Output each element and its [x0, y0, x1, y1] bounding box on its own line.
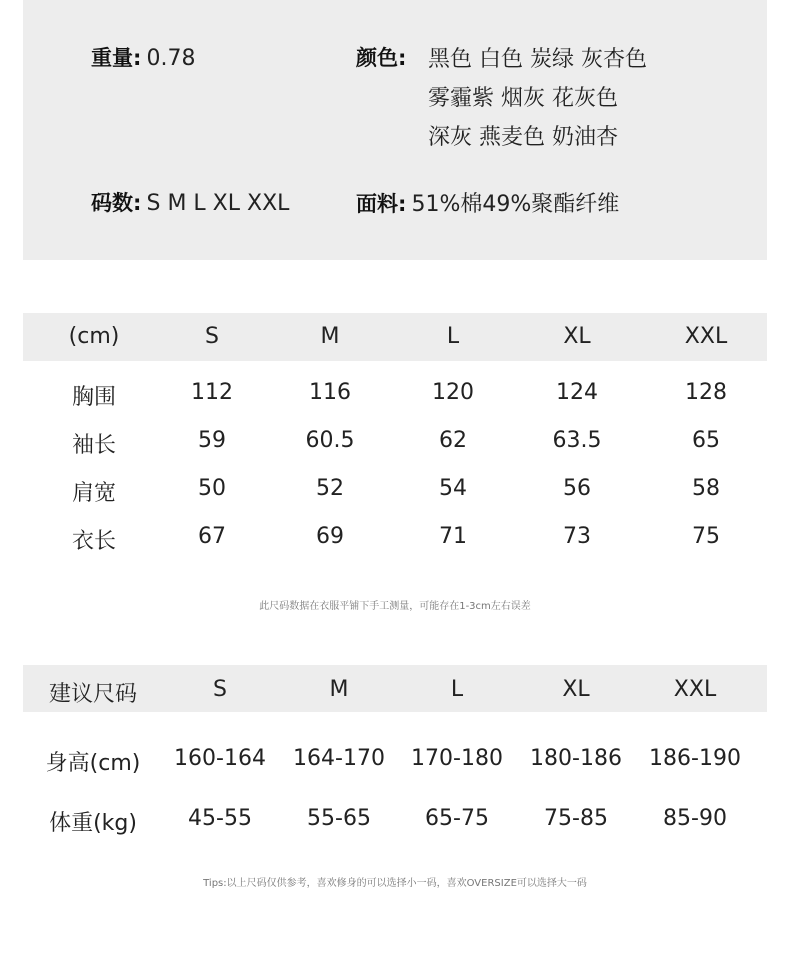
colors-line-3: 深灰 燕麦色 奶油杏 [428, 125, 618, 150]
fabric-label: 面料: [356, 192, 407, 216]
measure-row-cell: 120 [432, 380, 474, 405]
measure-row-cell: 胸围 [71, 385, 117, 410]
size-label: 码数: [91, 191, 142, 215]
weight-row [91, 42, 195, 72]
measure-row-cell: 67 [198, 524, 226, 549]
measure-row-cell: 73 [563, 524, 591, 549]
measure-row-cell: 128 [685, 380, 727, 405]
measure-row-cell: 肩宽 [71, 481, 117, 506]
suggest-header-cell: XL [562, 677, 590, 702]
suggest-row-cell: 55-65 [307, 806, 371, 831]
colors-line-2: 雾霾紫 烟灰 花灰色 [428, 86, 618, 111]
suggest-row-cell: 45-55 [188, 806, 252, 831]
suggest-row-cell: 65-75 [425, 806, 489, 831]
suggest-header-cell: M [329, 677, 349, 702]
product-info-panel [23, 0, 767, 260]
size-row [91, 187, 289, 217]
measure-row-cell: 袖长 [71, 433, 117, 458]
suggest-header-cell: XXL [673, 677, 717, 702]
measure-row-cell: 59 [198, 428, 226, 453]
measure-row-cell: 75 [692, 524, 720, 549]
suggest-row-cell: 164-170 [293, 746, 385, 771]
measure-row-cell: 58 [692, 476, 720, 501]
measure-row-cell: 124 [556, 380, 598, 405]
suggest-row-cell: 身高(cm) [45, 751, 141, 776]
suggest-row-cell: 85-90 [663, 806, 727, 831]
suggest-note: Tips:以上尺码仅供参考，喜欢修身的可以选择小一码，喜欢OVERSIZE可以选择大一码 [203, 878, 587, 889]
size-value: S M L XL XXL [146, 191, 290, 216]
suggest-row-cell: 75-85 [544, 806, 608, 831]
measure-row-cell: 52 [316, 476, 344, 501]
measure-row-cell: 112 [191, 380, 233, 405]
weight-value: 0.78 [146, 46, 196, 71]
suggest-row-cell: 体重(kg) [49, 811, 137, 836]
suggest-row-cell: 186-190 [649, 746, 741, 771]
measure-table-header-bg [23, 313, 767, 361]
color-label-wrap [356, 42, 406, 72]
measure-row-cell: 50 [198, 476, 226, 501]
fabric-value: 51%棉49%聚酯纤维 [411, 192, 620, 217]
measure-note: 此尺码数据在衣服平铺下手工测量，可能存在1-3cm左右误差 [259, 601, 531, 612]
suggest-row-cell: 160-164 [174, 746, 266, 771]
measure-row-cell: 65 [692, 428, 720, 453]
measure-header-cell: L [446, 324, 460, 349]
weight-label: 重量: [91, 46, 142, 70]
measure-row-cell: 60.5 [305, 428, 355, 453]
measure-row-cell: 63.5 [552, 428, 602, 453]
suggest-row-cell: 170-180 [411, 746, 503, 771]
measure-row-cell: 54 [439, 476, 467, 501]
suggest-row-cell: 180-186 [530, 746, 622, 771]
measure-header-cell: (cm) [68, 324, 120, 349]
suggest-header-cell: L [450, 677, 464, 702]
measure-row-cell: 56 [563, 476, 591, 501]
suggest-header-cell: S [213, 677, 227, 702]
measure-row-cell: 衣长 [71, 529, 117, 554]
fabric-row [356, 187, 619, 218]
colors-line-1: 黑色 白色 炭绿 灰杏色 [428, 47, 647, 72]
measure-row-cell: 62 [439, 428, 467, 453]
measure-row-cell: 69 [316, 524, 344, 549]
measure-row-cell: 116 [309, 380, 351, 405]
suggest-header-cell: 建议尺码 [48, 682, 138, 707]
measure-header-cell: XXL [684, 324, 728, 349]
measure-header-cell: S [205, 324, 219, 349]
color-label: 颜色: [356, 46, 407, 70]
measure-row-cell: 71 [439, 524, 467, 549]
measure-header-cell: M [320, 324, 340, 349]
measure-header-cell: XL [563, 324, 591, 349]
